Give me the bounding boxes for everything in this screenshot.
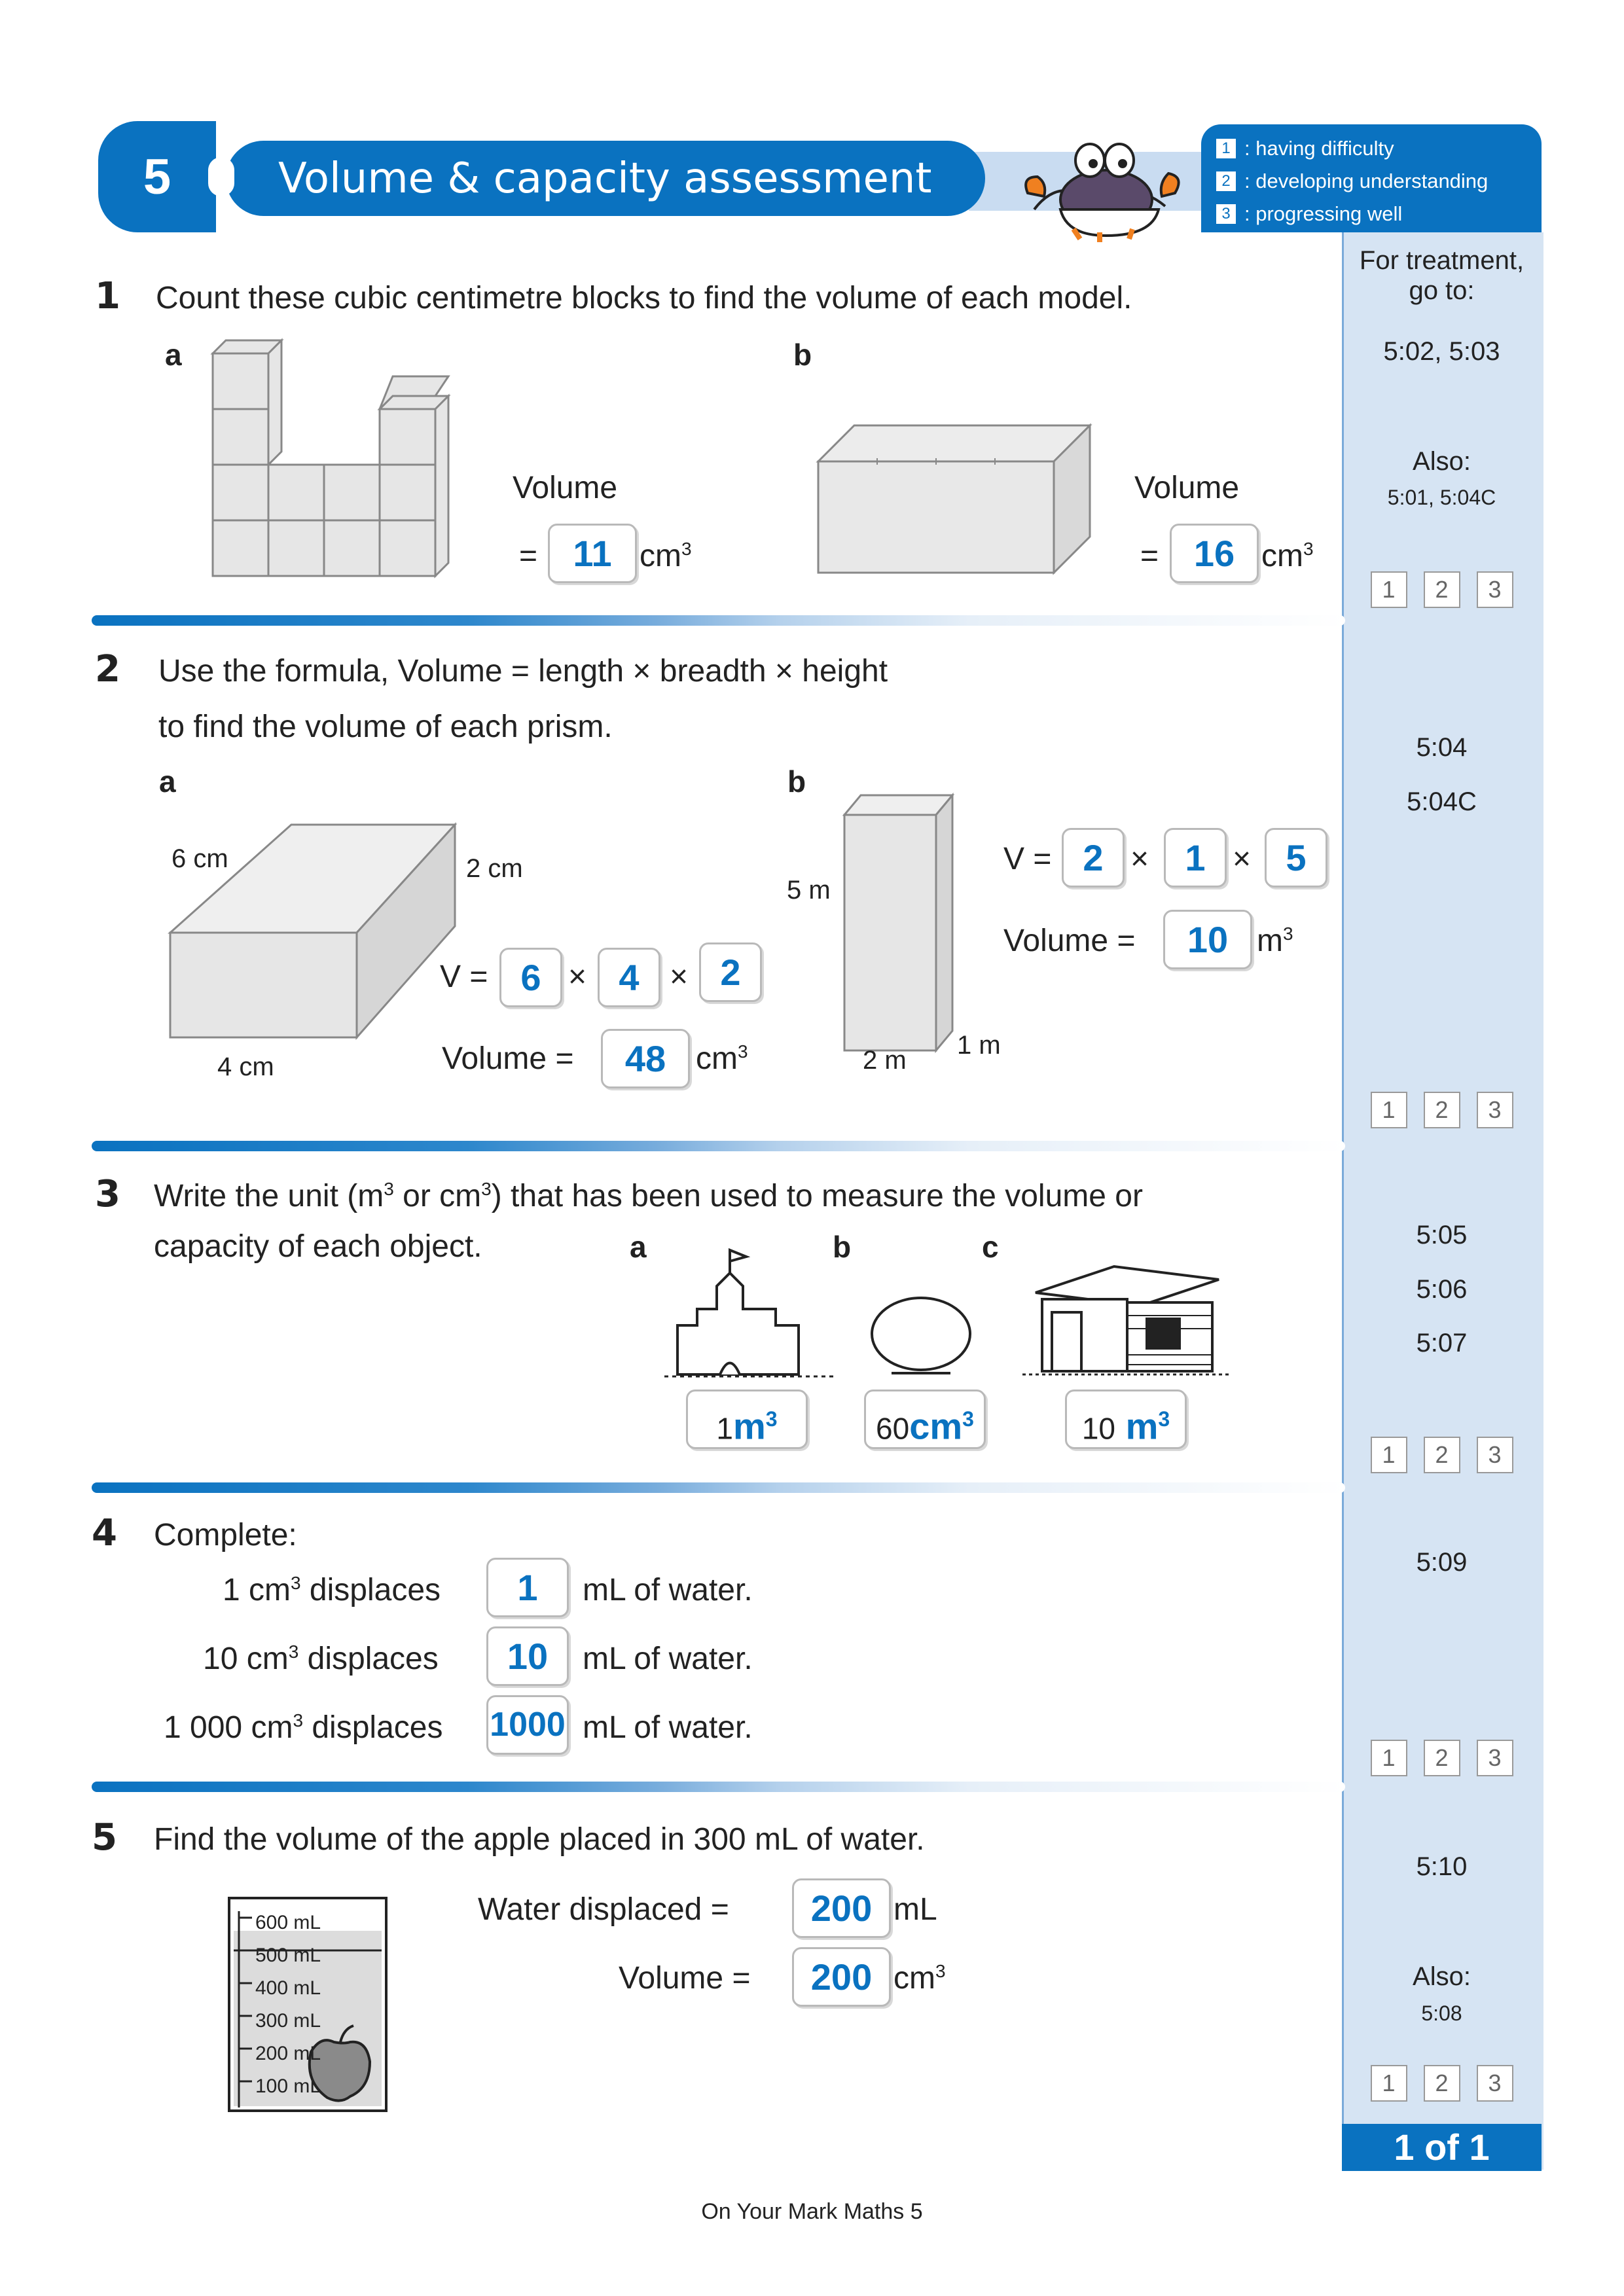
equals-sign: =: [519, 539, 538, 573]
displaced-label: Water displaced =: [478, 1892, 729, 1927]
legend-item: [1216, 165, 1542, 198]
unit-text: cm: [640, 539, 681, 573]
factor-box[interactable]: 2: [1062, 828, 1125, 888]
exponent: 3: [293, 1710, 304, 1731]
unit-text: cm: [696, 1041, 738, 1076]
score-badge: 1 of 1: [1342, 2124, 1542, 2171]
sandcastle-icon: [664, 1247, 835, 1384]
question-number: 3: [95, 1173, 120, 1215]
answer-box[interactable]: 1000: [486, 1695, 569, 1755]
rating-1[interactable]: 1: [1371, 571, 1407, 608]
answer-box[interactable]: 200: [792, 1947, 891, 2007]
legend-key: 2: [1216, 171, 1236, 192]
times-sign: ×: [1130, 842, 1149, 876]
unit-exponent: 3: [1303, 539, 1314, 559]
answer-unit: m: [733, 1405, 766, 1447]
given-value: 1: [716, 1411, 733, 1446]
unit-label: [640, 538, 692, 574]
section-divider: [92, 615, 1345, 626]
rating-boxes[interactable]: [1342, 1092, 1542, 1128]
question-text-part: or cm: [393, 1179, 482, 1213]
displacement-row-label: [223, 1572, 471, 1608]
unit-label: [696, 1041, 748, 1077]
treatment-ref: 5:04: [1416, 733, 1468, 762]
rating-2[interactable]: 2: [1424, 1437, 1460, 1473]
rating-1[interactable]: 1: [1371, 2065, 1407, 2102]
treatment-ref: 5:04C: [1407, 787, 1477, 816]
unit-exponent: 3: [737, 1041, 748, 1062]
unit-label: mL: [893, 1892, 937, 1927]
times-sign: ×: [670, 960, 689, 994]
rating-1[interactable]: 1: [1371, 1437, 1407, 1473]
answer-unit: m: [1125, 1405, 1159, 1447]
answer-unit: cm: [909, 1405, 963, 1447]
factor-box[interactable]: 4: [598, 948, 660, 1007]
part-label: b: [793, 338, 812, 372]
part-label: a: [165, 338, 182, 372]
answer-box[interactable]: 48: [601, 1029, 690, 1088]
section-divider: [92, 1141, 1345, 1151]
volume-label: Volume: [1134, 471, 1240, 505]
volume-label: Volume =: [619, 1961, 751, 1996]
equals-sign: =: [1140, 539, 1159, 573]
factor-box[interactable]: 1: [1164, 828, 1227, 888]
unit-text: cm: [893, 1961, 935, 1996]
formula-label: V =: [1003, 842, 1052, 876]
displacement-row-label: [203, 1641, 478, 1677]
chapter-number: 5: [98, 121, 216, 232]
row-tail-text: mL of water.: [583, 1641, 753, 1676]
section-divider: [92, 1782, 1345, 1792]
legend-key: 3: [1216, 204, 1236, 224]
factor-box[interactable]: 2: [699, 942, 762, 1002]
treatment-ref: 5:10: [1416, 1852, 1468, 1881]
page-title: Volume & capacity assessment: [226, 141, 985, 216]
dimension-label: 5 m: [787, 876, 831, 905]
unit-exponent: 3: [1282, 924, 1293, 944]
question-text: capacity of each object.: [154, 1229, 482, 1264]
legend-label: : developing understanding: [1244, 170, 1489, 192]
question-text: Find the volume of the apple placed in 300 mL of water.: [154, 1822, 925, 1857]
header-notch: [208, 157, 234, 196]
question-number: 4: [92, 1512, 117, 1554]
treatment-ref: 5:09: [1416, 1548, 1468, 1577]
also-ref: 5:08: [1421, 2001, 1462, 2025]
scale-mark: 400 mL: [255, 1977, 321, 1999]
answer-box[interactable]: 16: [1170, 524, 1259, 583]
exponent: 3: [765, 1407, 778, 1431]
shed-icon: [1022, 1253, 1232, 1384]
unit-answer-box[interactable]: [686, 1390, 808, 1449]
exponent: 3: [1158, 1407, 1170, 1431]
unit-label: [1257, 923, 1293, 959]
egg-icon: [865, 1295, 977, 1380]
rating-2[interactable]: 2: [1424, 571, 1460, 608]
unit-exponent: 3: [681, 539, 692, 559]
dimension-label: 1 m: [957, 1031, 1001, 1060]
rating-2[interactable]: 2: [1424, 1740, 1460, 1776]
section-divider: [92, 1482, 1345, 1493]
rating-1[interactable]: 1: [1371, 1740, 1407, 1776]
answer-box[interactable]: 11: [548, 524, 637, 583]
factor-box[interactable]: 5: [1265, 828, 1327, 888]
unit-text: cm: [1261, 539, 1303, 573]
displaces-text: displaces: [300, 1573, 441, 1607]
times-sign: ×: [1233, 842, 1252, 876]
legend-item: [1216, 198, 1542, 230]
answer-box[interactable]: 10: [486, 1626, 569, 1686]
question-text: Count these cubic centimetre blocks to find the volume of each model.: [156, 281, 1132, 315]
cube-model-a: [206, 331, 481, 589]
displaces-text: displaces: [298, 1641, 439, 1676]
given-volume: 1 cm: [223, 1573, 291, 1607]
displacement-row-label: [164, 1710, 478, 1746]
rating-3[interactable]: 3: [1477, 1740, 1513, 1776]
dimension-label: 6 cm: [171, 844, 228, 873]
unit-answer-box[interactable]: [864, 1390, 986, 1449]
legend-key: 1: [1216, 138, 1236, 159]
rating-boxes[interactable]: [1342, 1740, 1542, 1776]
part-label: c: [982, 1230, 999, 1264]
volume-label: Volume: [513, 471, 618, 505]
exponent: 3: [962, 1407, 974, 1431]
question-text-part: Write the unit (m: [154, 1179, 384, 1213]
treatment-ref: 5:02, 5:03: [1383, 337, 1500, 366]
question-number: 1: [95, 275, 120, 317]
legend-item: [1216, 132, 1542, 165]
question-text: to find the volume of each prism.: [158, 709, 613, 744]
question-text: [154, 1178, 1143, 1214]
also-ref: 5:01, 5:04C: [1387, 486, 1496, 509]
rating-3[interactable]: 3: [1477, 1092, 1513, 1128]
rating-3[interactable]: 3: [1477, 571, 1513, 608]
unit-label: [1261, 538, 1314, 574]
rating-1[interactable]: 1: [1371, 1092, 1407, 1128]
rating-boxes[interactable]: [1342, 2065, 1542, 2102]
part-label: a: [159, 764, 176, 798]
question-number: 5: [92, 1816, 117, 1859]
given-value: 10: [1081, 1411, 1115, 1446]
rating-2[interactable]: 2: [1424, 1092, 1460, 1128]
rating-3[interactable]: 3: [1477, 2065, 1513, 2102]
unit-answer-box[interactable]: [1065, 1390, 1187, 1449]
scale-mark: 100 mL: [255, 2075, 321, 2097]
scale-mark: 300 mL: [255, 2010, 321, 2032]
volume-label: Volume =: [442, 1041, 574, 1076]
legend-label: : having difficulty: [1244, 137, 1394, 160]
scale-mark: 600 mL: [255, 1912, 321, 1933]
question-text: Complete:: [154, 1518, 297, 1552]
legend-label: : progressing well: [1244, 202, 1403, 225]
factor-box[interactable]: 6: [499, 948, 562, 1007]
also-label: Also:: [1413, 1962, 1471, 1991]
scale-mark: 500 mL: [255, 1945, 321, 1966]
answer-box[interactable]: 10: [1163, 910, 1252, 969]
scale-mark: 200 mL: [255, 2043, 321, 2064]
volume-label: Volume =: [1003, 924, 1136, 958]
times-sign: ×: [568, 960, 587, 994]
given-volume: 10 cm: [203, 1641, 289, 1676]
treatment-ref: 5:07: [1416, 1329, 1468, 1357]
dimension-label: 2 cm: [466, 854, 523, 883]
treatment-ref: 5:05: [1416, 1221, 1468, 1249]
question-number: 2: [95, 648, 120, 691]
answer-box[interactable]: 200: [792, 1878, 891, 1938]
exponent: 3: [481, 1179, 492, 1199]
rating-2[interactable]: 2: [1424, 2065, 1460, 2102]
displaces-text: displaces: [303, 1710, 443, 1745]
question-text-part: ) that has been used to measure the volume or: [491, 1179, 1143, 1213]
part-label: b: [833, 1230, 852, 1264]
exponent: 3: [384, 1179, 394, 1199]
dimension-label: 2 m: [863, 1046, 907, 1075]
part-label: a: [630, 1230, 647, 1264]
given-value: 60: [876, 1411, 910, 1446]
rating-legend: [1201, 124, 1542, 232]
dimension-label: 4 cm: [217, 1052, 274, 1081]
unit-label: [893, 1960, 946, 1996]
exponent: 3: [288, 1641, 299, 1662]
prism-b-tall-drawing: [841, 792, 959, 1054]
answer-box[interactable]: 1: [486, 1558, 569, 1617]
page-footer: On Your Mark Maths 5: [701, 2199, 923, 2224]
rating-3[interactable]: 3: [1477, 1437, 1513, 1473]
row-tail-text: mL of water.: [583, 1573, 753, 1607]
treatment-ref: 5:06: [1416, 1275, 1468, 1304]
beaker-scale: [255, 1907, 321, 2103]
also-label: Also:: [1413, 447, 1471, 476]
rating-boxes[interactable]: [1342, 1437, 1542, 1473]
given-volume: 1 000 cm: [164, 1710, 293, 1745]
part-label: b: [787, 764, 806, 798]
treatment-heading: For treatment, go to:: [1359, 246, 1525, 305]
row-tail-text: mL of water.: [583, 1710, 753, 1745]
mascot-crab-icon: [1008, 131, 1204, 242]
exponent: 3: [291, 1573, 301, 1593]
unit-text: m: [1257, 924, 1283, 958]
rating-boxes[interactable]: [1342, 571, 1542, 608]
unit-exponent: 3: [935, 1961, 946, 1981]
formula-label: V =: [440, 960, 488, 994]
question-text: Use the formula, Volume = length × breadth × height: [158, 654, 888, 689]
prism-b-drawing: [815, 419, 1096, 576]
